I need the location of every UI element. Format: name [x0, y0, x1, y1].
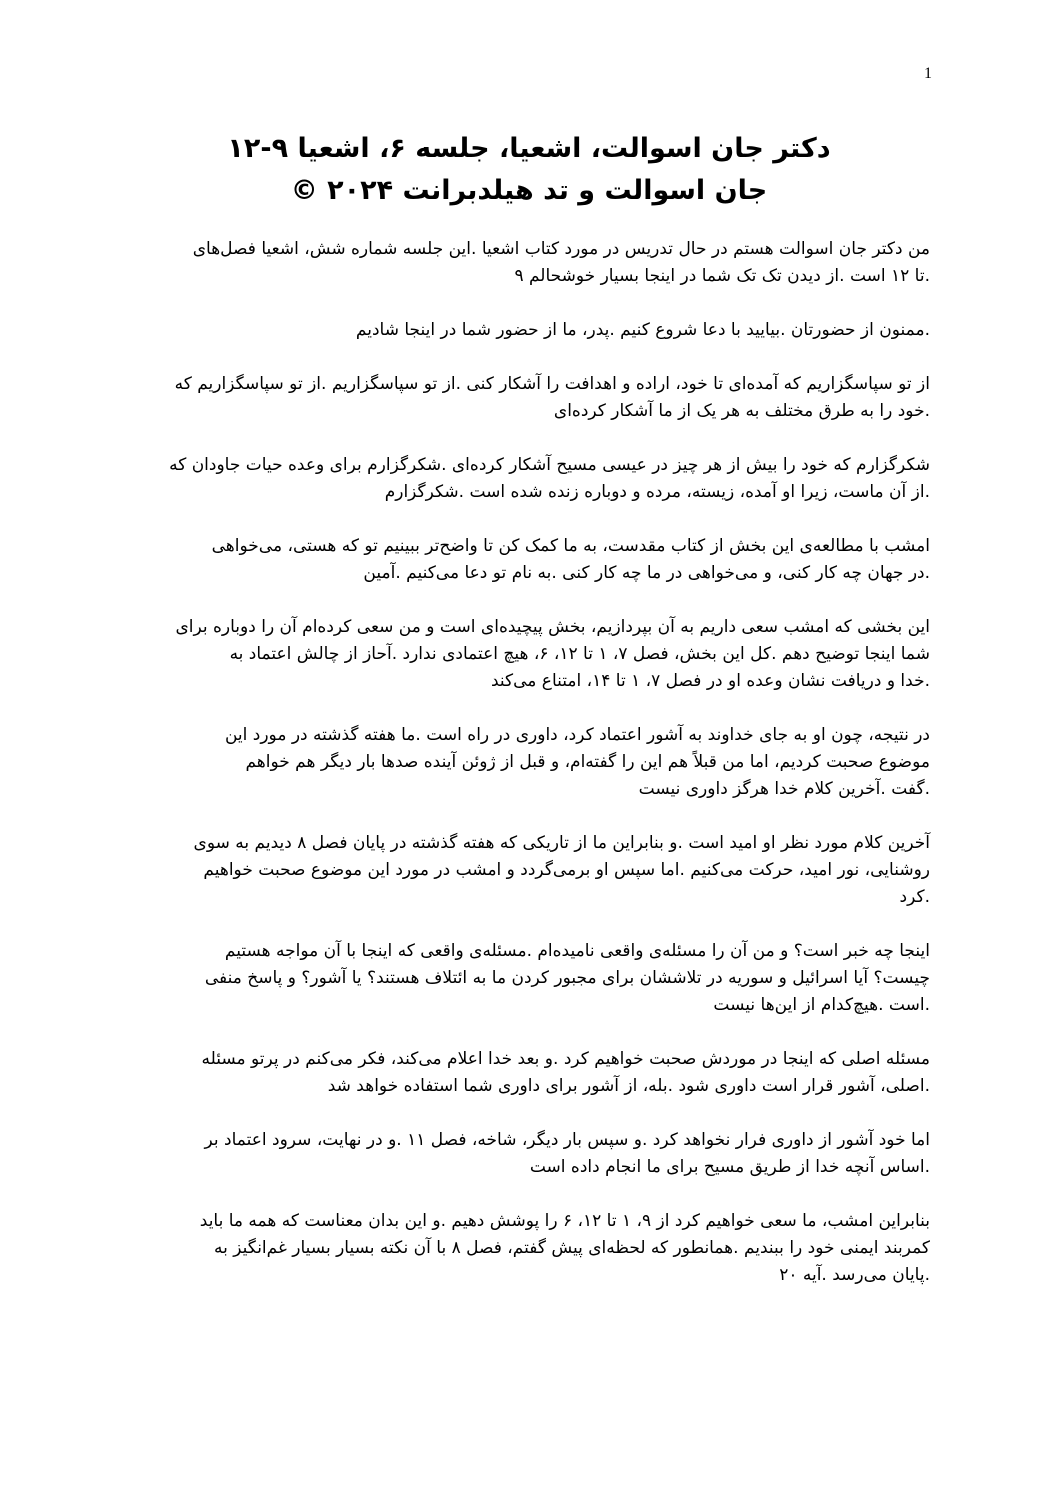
- paragraph-line: موضوع صحبت کردیم، اما من قبلاً هم این را گفته‌ام، و قبل از ژوئن آینده صدها بار دیگر هم خواهم: [245, 752, 930, 772]
- paragraph-line: امشب با مطالعه‌ی این بخش از کتاب مقدست، به ما کمک کن تا واضح‌تر ببینیم تو که هستی، می‌خواهی: [211, 536, 930, 556]
- paragraph-line: آخرین کلام مورد نظر او امید است .و بنابراین ما از تاریکی که هفته گذشته در پایان فصل ۸ دیدیم به سوی: [193, 833, 930, 853]
- paragraph-line: .اصلی، آشور قرار است داوری شود .بله، از آشور برای داوری شما استفاده خواهد شد: [327, 1076, 930, 1096]
- paragraph-line: .خدا و دریافت نشان وعده او در فصل ۷، ۱ تا ۱۴، امتناع می‌کند: [490, 671, 930, 691]
- page-number: 1: [924, 65, 932, 82]
- paragraph: [128, 452, 930, 506]
- title-line-1: دکتر جان اسوالت، اشعیا، جلسه ۶، اشعیا ۹-۱۲: [227, 133, 831, 164]
- paragraph: [128, 830, 930, 911]
- paragraph: [128, 938, 930, 1019]
- paragraph-line: کمربند ایمنی خود را ببندیم .همانطور که لحظه‌ای پیش گفتم، فصل ۸ با آن نکته بسیار بسیار غم‌انگیز به: [214, 1238, 930, 1258]
- paragraph-line: چیست؟ آیا اسرائیل و سوریه در تلاششان برای مجبور کردن ما به ائتلاف هستند؟ یا آشور؟ و پاسخ منفی: [204, 968, 930, 988]
- paragraph-line: .در جهان چه کار کنی، و می‌خواهی در ما چه کار کنی .به نام تو دعا می‌کنیم .آمین: [363, 563, 930, 583]
- document-body: [128, 236, 930, 1316]
- paragraph-line: من دکتر جان اسوالت هستم در حال تدریس در مورد کتاب اشعیا .این جلسه شماره شش، اشعیا فصل‌های: [192, 239, 930, 259]
- paragraph: [128, 1046, 930, 1100]
- paragraph: [128, 1208, 930, 1289]
- paragraph: [128, 614, 930, 695]
- paragraph-line: مسئله اصلی که اینجا در موردش صحبت خواهیم کرد .و بعد خدا اعلام می‌کند، فکر می‌کنم در پرتو مسئله: [201, 1049, 930, 1069]
- paragraph-line: .از آن ماست، زیرا او آمده، زیسته، مرده و دوباره زنده شده است .شکرگزارم: [384, 482, 930, 502]
- paragraph-line: .ممنون از حضورتان .بیایید با دعا شروع کنیم .پدر، ما از حضور شما در اینجا شادیم: [355, 320, 930, 340]
- paragraph: [128, 722, 930, 803]
- paragraph-line: اما خود آشور از داوری فرار نخواهد کرد .و سپس بار دیگر، شاخه، فصل ۱۱ .و در نهایت، سرود اعتماد بر: [204, 1130, 930, 1150]
- paragraph: [128, 317, 930, 344]
- paragraph-line: اینجا چه خبر است؟ و من آن را مسئله‌ی واقعی نامیده‌ام .مسئله‌ی واقعی که اینجا با آن مواجه هستیم: [224, 941, 930, 961]
- paragraph-line: .است .هیچ‌کدام از این‌ها نیست: [713, 995, 930, 1015]
- paragraph-line: از تو سپاسگزاریم که آمده‌ای تا خود، اراده و اهدافت را آشکار کنی .از تو سپاسگزاریم .از تو سپاسگزاریم که: [174, 374, 930, 394]
- document-title: [128, 128, 930, 212]
- paragraph: [128, 236, 930, 290]
- paragraph-line: در نتیجه، چون او به جای خداوند به آشور اعتماد کرد، داوری در راه است .ما هفته گذشته در مورد این: [224, 725, 930, 745]
- paragraph-line: شما اینجا توضیح دهم .کل این بخش، فصل ۷، ۱ تا ۱۲، ۶، هیچ اعتمادی ندارد .آحاز از چالش اعتماد به: [229, 644, 930, 664]
- paragraph: [128, 371, 930, 425]
- paragraph-line: .اساس آنچه خدا از طریق مسیح برای ما انجام داده است: [529, 1157, 930, 1177]
- paragraph-line: .کرد: [899, 887, 930, 907]
- paragraph-line: بنابراین امشب، ما سعی خواهیم کرد از ۹، ۱ تا ۱۲، ۶ را پوشش دهیم .و این بدان معناست که همه ما باید: [199, 1211, 930, 1231]
- paragraph-line: .تا ۱۲ است .از دیدن تک تک شما در اینجا بسیار خوشحالم ۹: [514, 266, 930, 286]
- paragraph-line: .خود را به طرق مختلف به هر یک از ما آشکار کرده‌ای: [553, 401, 930, 421]
- paragraph-line: شکرگزارم که خود را بیش از هر چیز در عیسی مسیح آشکار کرده‌ای .شکرگزارم برای وعده حیات جاودان که: [169, 455, 930, 475]
- paragraph-line: این بخشی که امشب سعی داریم به آن بپردازیم، بخش پیچیده‌ای است و من سعی کرده‌ام آن را دوباره برای: [175, 617, 930, 637]
- paragraph: [128, 533, 930, 587]
- paragraph-line: .گفت .آخرین کلام خدا هرگز داوری نیست: [638, 779, 930, 799]
- paragraph-line: روشنایی، نور امید، حرکت می‌کنیم .اما سپس او برمی‌گردد و امشب در مورد این موضوع صحبت خواهیم: [203, 860, 930, 880]
- paragraph: [128, 1127, 930, 1181]
- paragraph-line: .پایان می‌رسد .آیه ۲۰: [779, 1265, 930, 1285]
- title-line-2: جان اسوالت و تد هیلدبرانت ۲۰۲۴ ©: [290, 175, 768, 206]
